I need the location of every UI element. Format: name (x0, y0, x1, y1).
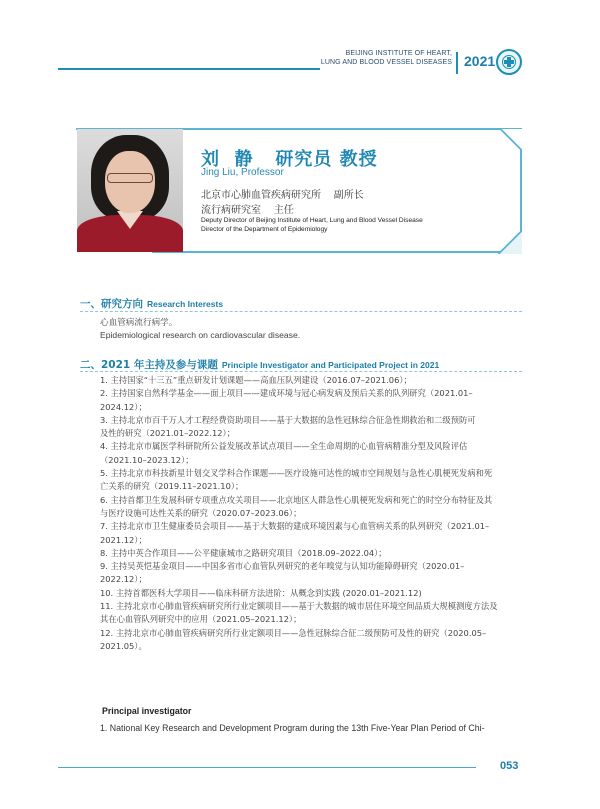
profile-position-en-2: Director of the Department of Epidemiology (201, 226, 328, 233)
research-heading-en: Research Interests (147, 299, 224, 309)
list-item: 5. 主持北京市科技新星计划交叉学科合作课题——医疗设施可达性的城市空间规划与急性心肌梗死发病和死 亡关系的研究（2019.11–2021.10）； (100, 468, 493, 492)
list-item: 4. 主持北京市属医学科研院所公益发展改革试点项目——全生命周期的心血管病精准分型及风险评估 （2021.10–2023.12）； (100, 441, 468, 465)
profile-photo (77, 129, 183, 252)
report-year: 2021 (464, 53, 496, 69)
list-item: 7. 主持北京市卫生健康委员会项目——基于大数据的建成环境因素与心血管病关系的队列研究（2021.01– 2021.12）； (100, 521, 490, 545)
list-item: 6. 主持首都卫生发展科研专项重点攻关项目——北京地区人群急性心肌梗死发病和死亡的时空分布特征及其 与医疗设施可达性关系的研究（2020.07–2023.06）； (100, 494, 493, 518)
profile-name-cn: 刘 静 研究员 教授 (201, 149, 378, 170)
projects-list (100, 374, 530, 653)
profile-frame-corner (498, 230, 522, 254)
institute-name-line2: LUNG AND BLOOD VESSEL DISEASES (320, 59, 452, 66)
footer-rule (58, 767, 476, 768)
list-item: 3. 主持北京市百千万人才工程经费资助项目——基于大数据的急性冠脉综合征急性期救治和二级预防可 及性的研究（2021.01–2022.12）； (100, 414, 476, 439)
institute-name (232, 49, 452, 67)
profile-position-en-1: Deputy Director of Beijing Institute of Heart, Lung and Blood Vessel Disease (201, 217, 423, 224)
research-heading (80, 296, 223, 311)
list-item: 8. 主持中英合作项目——公平健康城市之路研究项目（2018.09–2022.04）； (100, 547, 387, 558)
research-heading-rule (80, 311, 522, 313)
list-item: 12. 主持北京市心肺血管疾病研究所行业定额项目——急性冠脉综合征二级预防可及性的研究（2020.05– 2021.05）。 (100, 627, 487, 651)
page-number: 053 (500, 760, 519, 772)
institute-name-line1: BEIJING INSTITUTE OF HEART, (345, 50, 452, 57)
list-item: 11. 主持北京市心肺血管疾病研究所行业定额项目——基于大数据的城市居住环境空间品质大规模测度方法及 其在心血管队列研究中的应用（2021.05–2021.12）； (100, 601, 498, 625)
projects-heading-en: Principle Investigator and Participated Project in 2021 (221, 360, 440, 370)
principal-investigator-item: 1. National Key Research and Development Program during the 13th Five-Year Plan Period of Chi- (100, 723, 485, 733)
research-text-cn: 心血管病流行病学。 (100, 318, 178, 328)
list-item: 9. 主持吴英恺基金项目——中国多省市心血管队列研究的老年嗅觉与认知功能障碍研究（2020.01– 2022.12）； (100, 561, 465, 585)
profile-name-en: Jing Liu, Professor (201, 167, 284, 178)
institute-logo-icon (496, 49, 522, 75)
research-text-en: Epidemiological research on cardiovascular disease. (100, 330, 301, 340)
year-divider (456, 52, 458, 74)
research-heading-cn: 一、研究方向 (80, 298, 143, 310)
profile-frame-corner-top (500, 129, 522, 151)
list-item: 10. 主持首都医科大学项目——临床科研方法进阶：从概念到实践 (2020.01–2021.12) (100, 587, 422, 598)
projects-heading (80, 357, 439, 372)
list-item: 2. 主持国家自然科学基金——面上项目——建成环境与冠心病发病及预后关系的队列研究（2021.01– 2024.12）； (100, 388, 473, 412)
profile-position-en (201, 216, 423, 234)
profile-position-cn-1: 北京市心肺血管疾病研究所 副所长 (201, 190, 364, 201)
projects-heading-cn: 二、2021 年主持及参与课题 (80, 359, 218, 371)
principal-investigator-label: Principal investigator (102, 706, 192, 716)
header-rule (58, 68, 320, 70)
profile-position-cn-2: 流行病研究室 主任 (201, 205, 294, 216)
list-item: 1. 主持国家“十三五”重点研发计划课题——高血压队列建设（2016.07–2021.06）； (100, 375, 412, 385)
projects-heading-rule (80, 371, 522, 373)
